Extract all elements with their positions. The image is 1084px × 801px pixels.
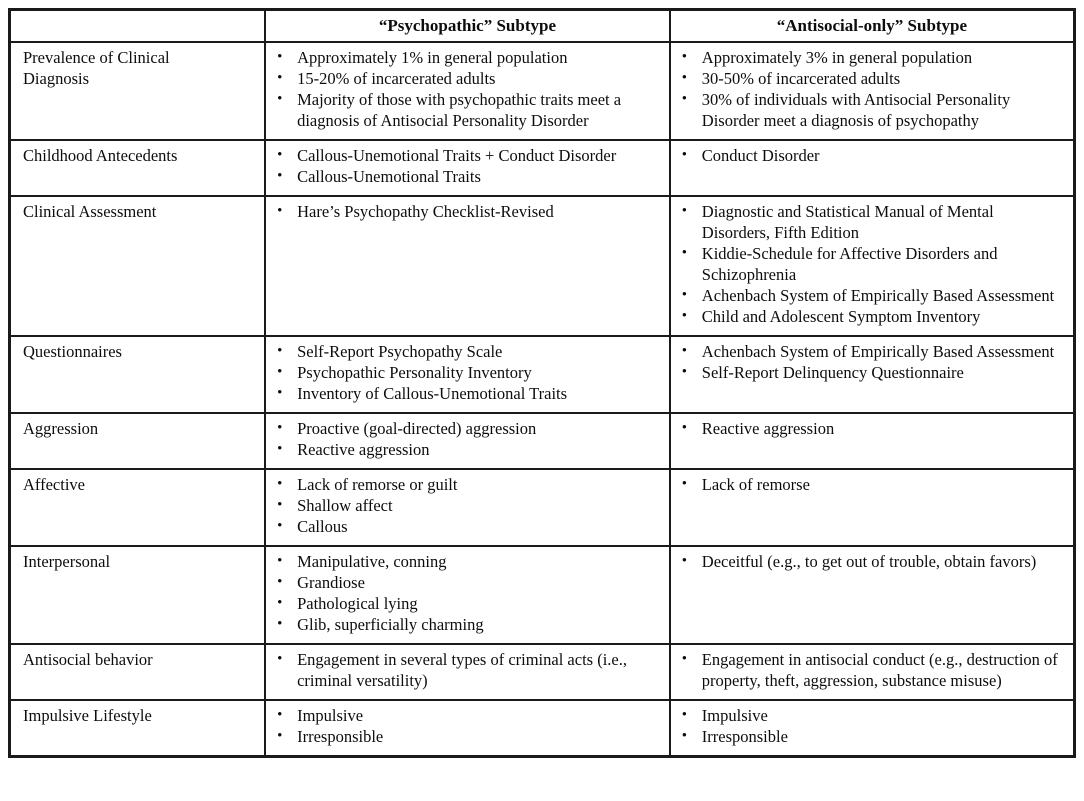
bullet-item: • Approximately 3% in general population [671,47,1061,68]
cell-antisocial-only [670,413,1075,469]
bullet-item: • Reactive aggression [671,418,1061,439]
bullet-item: • 30-50% of incarcerated adults [671,68,1061,89]
cell-psychopathic [265,42,670,140]
bullet-list [266,47,657,131]
bullet-list [266,201,657,222]
cell-psychopathic [265,546,670,644]
bullet-item: • Shallow affect [266,495,657,516]
cell-antisocial-only [670,42,1075,140]
row-label: Impulsive Lifestyle [10,700,266,757]
cell-antisocial-only [670,546,1075,644]
bullet-list [671,341,1061,383]
bullet-item: • Impulsive [266,705,657,726]
cell-antisocial-only [670,196,1075,336]
row-label: Affective [10,469,266,546]
cell-psychopathic [265,413,670,469]
bullet-list [671,474,1061,495]
row-label: Questionnaires [10,336,266,413]
bullet-item: • Deceitful (e.g., to get out of trouble, obtain favors) [671,551,1061,572]
bullet-item: • Child and Adolescent Symptom Inventory [671,306,1061,327]
bullet-item: • Kiddie-Schedule for Affective Disorders and Schizophrenia [671,243,1061,285]
table-row [10,336,1075,413]
table-row [10,469,1075,546]
header-antisocial-only-subtype: “Antisocial-only” Subtype [670,10,1075,43]
header-label-column [10,10,266,43]
table-row [10,700,1075,757]
bullet-item: • Engagement in antisocial conduct (e.g., destruction of property, theft, aggression, substance misuse) [671,649,1061,691]
bullet-item: • Approximately 1% in general population [266,47,657,68]
bullet-item: • Callous-Unemotional Traits [266,166,657,187]
cell-antisocial-only [670,336,1075,413]
bullet-item: • Conduct Disorder [671,145,1061,166]
bullet-list [671,705,1061,747]
bullet-item: • Glib, superficially charming [266,614,657,635]
table-row [10,196,1075,336]
cell-antisocial-only [670,644,1075,700]
bullet-item: • Impulsive [671,705,1061,726]
table-row [10,413,1075,469]
bullet-list [266,145,657,187]
bullet-list [671,201,1061,327]
bullet-item: • Self-Report Psychopathy Scale [266,341,657,362]
header-row [10,10,1075,43]
bullet-item: • Irresponsible [671,726,1061,747]
bullet-list [671,418,1061,439]
table-row [10,42,1075,140]
row-label: Antisocial behavior [10,644,266,700]
row-label: Aggression [10,413,266,469]
bullet-list [266,474,657,537]
bullet-item: • Achenbach System of Empirically Based Assessment [671,341,1061,362]
subtype-comparison-table [8,8,1076,758]
cell-psychopathic [265,700,670,757]
bullet-list [671,551,1061,572]
cell-antisocial-only [670,700,1075,757]
cell-psychopathic [265,469,670,546]
header-psychopathic-subtype: “Psychopathic” Subtype [265,10,670,43]
row-label: Prevalence of Clinical Diagnosis [10,42,266,140]
bullet-item: • Majority of those with psychopathic traits meet a diagnosis of Antisocial Personality Disorder [266,89,657,131]
bullet-item: • 15-20% of incarcerated adults [266,68,657,89]
cell-psychopathic [265,644,670,700]
row-label: Clinical Assessment [10,196,266,336]
bullet-item: • Pathological lying [266,593,657,614]
bullet-item: • Hare’s Psychopathy Checklist-Revised [266,201,657,222]
bullet-item: • Callous [266,516,657,537]
bullet-item: • Callous-Unemotional Traits + Conduct Disorder [266,145,657,166]
bullet-item: • Grandiose [266,572,657,593]
bullet-item: • Lack of remorse or guilt [266,474,657,495]
bullet-list [671,145,1061,166]
bullet-item: • Manipulative, conning [266,551,657,572]
bullet-list [266,551,657,635]
bullet-list [266,649,657,691]
cell-antisocial-only [670,140,1075,196]
bullet-list [266,705,657,747]
table-row [10,546,1075,644]
row-label: Childhood Antecedents [10,140,266,196]
bullet-list [671,649,1061,691]
row-label: Interpersonal [10,546,266,644]
bullet-item: • Psychopathic Personality Inventory [266,362,657,383]
bullet-item: • Diagnostic and Statistical Manual of Mental Disorders, Fifth Edition [671,201,1061,243]
cell-psychopathic [265,196,670,336]
bullet-item: • Inventory of Callous-Unemotional Traits [266,383,657,404]
cell-antisocial-only [670,469,1075,546]
bullet-item: • Reactive aggression [266,439,657,460]
bullet-list [266,418,657,460]
cell-psychopathic [265,140,670,196]
bullet-item: • Proactive (goal-directed) aggression [266,418,657,439]
bullet-item: • 30% of individuals with Antisocial Personality Disorder meet a diagnosis of psychopathy [671,89,1061,131]
bullet-item: • Engagement in several types of criminal acts (i.e., criminal versatility) [266,649,657,691]
bullet-item: • Lack of remorse [671,474,1061,495]
bullet-list [671,47,1061,131]
bullet-item: • Irresponsible [266,726,657,747]
cell-psychopathic [265,336,670,413]
table-row [10,644,1075,700]
table-row [10,140,1075,196]
bullet-item: • Self-Report Delinquency Questionnaire [671,362,1061,383]
bullet-list [266,341,657,404]
bullet-item: • Achenbach System of Empirically Based Assessment [671,285,1061,306]
